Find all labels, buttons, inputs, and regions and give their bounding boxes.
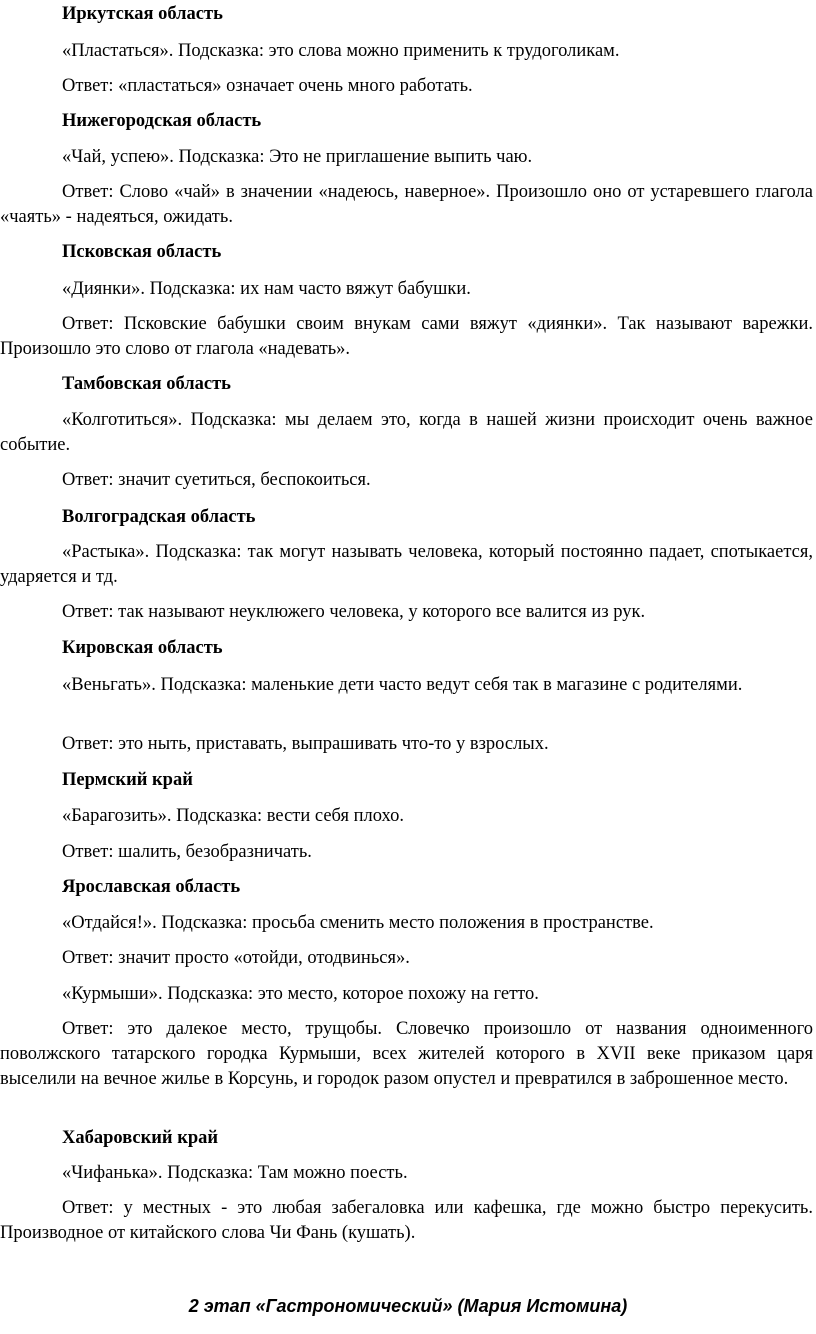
section-heading: Нижегородская область: [62, 111, 262, 131]
paragraph: «Диянки». Подсказка: их нам часто вяжут бабушки.: [62, 279, 471, 299]
section-heading: Волгоградская область: [62, 507, 256, 527]
section-heading: Тамбовская область: [62, 374, 231, 394]
paragraph: Ответ: Слово «чай» в значении «надеюсь, наверное». Произошло оно от устаревшего глагола «чаять» - надеяться, ожидать.: [0, 182, 813, 227]
paragraph: Ответ: значит просто «отойди, отодвинься».: [62, 948, 410, 968]
paragraph: Ответ: «пластаться» означает очень много работать.: [62, 76, 473, 96]
paragraph: Ответ: так называют неуклюжего человека, у которого все валится из рук.: [62, 602, 646, 622]
section-heading: Кировская область: [62, 638, 223, 658]
paragraph: «Колготиться». Подсказка: мы делаем это, когда в нашей жизни происходит очень важное событие.: [0, 410, 813, 455]
paragraph: «Чифанька». Подсказка: Там можно поесть.: [62, 1163, 408, 1183]
section-heading: Иркутская область: [62, 4, 223, 24]
paragraph: «Пластаться». Подсказка: это слова можно применить к трудоголикам.: [62, 41, 620, 61]
paragraph: Ответ: это далекое место, трущобы. Словечко произошло от названия одноименного поволжского татарского городка Курмыши, всех жителей которого в XVII веке приказом царя выселили на вечное жилье в Корсунь, и городок разом опустел и превратился в заброшенное место.: [0, 1019, 813, 1089]
section-heading: Псковская область: [62, 242, 222, 262]
paragraph: Ответ: значит суетиться, беспокоиться.: [62, 470, 371, 490]
paragraph: «Отдайся!». Подсказка: просьба сменить место положения в пространстве.: [62, 913, 654, 933]
section-heading: Пермский край: [62, 770, 193, 790]
paragraph: «Курмыши». Подсказка: это место, которое похожу на гетто.: [62, 984, 539, 1004]
paragraph: Ответ: Псковские бабушки своим внукам сами вяжут «диянки». Так называют варежки. Произошло это слово от глагола «надевать».: [0, 314, 813, 359]
paragraph: Ответ: шалить, безобразничать.: [62, 842, 312, 862]
page-footer: 2 этап «Гастрономический» (Мария Истомина): [188, 1296, 628, 1316]
section-heading: Ярославская область: [62, 877, 241, 897]
section-heading: Хабаровский край: [62, 1128, 219, 1148]
paragraph: «Чай, успею». Подсказка: Это не приглашение выпить чаю.: [62, 147, 533, 167]
paragraph: «Растыка». Подсказка: так могут называть человека, который постоянно падает, спотыкается, ударяется и тд.: [0, 542, 813, 587]
paragraph: Ответ: это ныть, приставать, выпрашивать что-то у взрослых.: [62, 734, 549, 754]
paragraph: «Барагозить». Подсказка: вести себя плохо.: [62, 806, 404, 826]
paragraph: Ответ: у местных - это любая забегаловка или кафешка, где можно быстро перекусить. Производное от китайского слова Чи Фань (кушать).: [0, 1198, 813, 1243]
paragraph: «Веньгать». Подсказка: маленькие дети часто ведут себя так в магазине с родителями.: [62, 675, 743, 695]
